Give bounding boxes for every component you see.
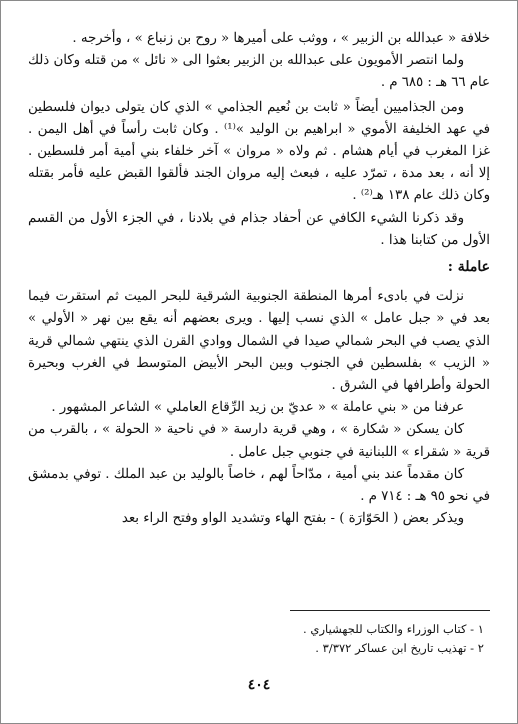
paragraph: كان يسكن « شكارة » ، وهي قرية دارسة « في ناحية « الحولة » ، بالقرب من قرية « شقراء » اللبنانية في جنوبي جبل عامل .: [28, 422, 490, 460]
section-heading: عاملة :: [447, 259, 490, 276]
footnote: ١ - كتاب الوزراء والكتاب للجهشياري .: [303, 622, 484, 636]
paragraph: خلافة « عبدالله بن الزبير » ، ووثب على أميرها « روح بن زنباع » ، وأخرجه .: [72, 31, 490, 46]
paragraph: نزلت في بادىء أمرها المنطقة الجنوبية الشرقية للبحر الميت ثم استقرت فيما بعد في « جبل عامل » الذي نسب إليها . ويرى بعضهم أنه يقع بين نهر « الأولي » الذي يصب في البحر شمالي صيدا في الشمال ووادي القرن الذي ينتهي شمالي قرية « الزيب » بفلسطين في الجنوب وبين البحر الأبيض المتوسط في الغرب وبحيرة الحولة وأطرافها في الشرق .: [28, 289, 490, 394]
footnote-separator: [290, 610, 490, 611]
paragraph: كان مقدماً عند بني أمية ، مدّاحاً لهم ، خاصاً بالوليد بن عبد الملك . توفي بدمشق في نحو ٩٥ هـ : ٧١٤ م .: [28, 466, 490, 505]
paragraph: ولما انتصر الأمويون على عبدالله بن الزبير بعثوا الى « نائل » من قتله وكان ذلك عام ٦٦ هـ : ٦٨٥ م .: [28, 53, 490, 91]
paragraph: وقد ذكرنا الشيء الكافي عن أحفاد جذام في بلادنا ، في الجزء الأول من القسم الأول من كتابنا هذا .: [28, 210, 490, 248]
footnotes: [303, 620, 484, 658]
page-number: ٤٠٤: [247, 677, 271, 693]
paragraph: عرفنا من « بني عاملة » « عديّ بن زيد الرِّقاع العاملي » الشاعر المشهور .: [51, 400, 464, 416]
paragraph: ومن الجذاميين أيضاً « ثابت بن نُعيم الجذامي » الذي كان يتولى ديوان فلسطين في عهد الخليفة الأموي « ابراهيم بن الوليد »⁽¹⁾ . وكان ثابت رأساً في أهل اليمن . غزا المغرب في أيام هشام . ثم ولاه « مروان » آخر خلفاء بني أمية أمر فلسطين . إلا أنه ، بعد مدة ، تمرّد عليه ، فبعث إليه مروان الجند فألقوا القبض عليه فأمر بقتله وكان ذلك عام ١٣٨ هـ⁽²⁾ .: [28, 99, 490, 204]
document-page: [28, 28, 490, 698]
paragraph: ويذكر بعض ( الحَوّارَة ) - بفتح الهاء وتشديد الواو وفتح الراء بعد: [121, 511, 464, 527]
footnote: ٢ - تهذيب تاريخ ابن عساكر ٣/٣٧٢ .: [315, 641, 484, 655]
